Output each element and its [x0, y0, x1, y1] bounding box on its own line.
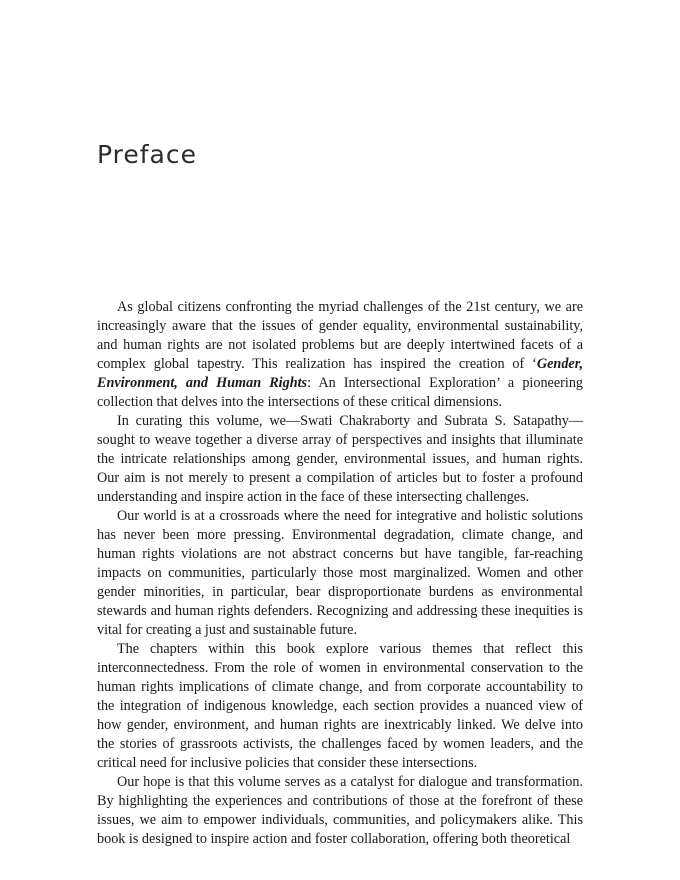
paragraph-5: Our hope is that this volume serves as a catalyst for dialogue and transformation. By highlighting the experiences and contributions of those at the forefront of these issues, we aim to empower individuals, communities, and policymakers alike. This book is designed to inspire action and foster collaboration, offering both theoretical [97, 774, 583, 847]
paragraph-1 [97, 298, 583, 412]
paragraph-1-tail: : An Intersectional Exploration’ a pioneering collection that delves into the intersections of these critical dimensions. [97, 375, 584, 410]
paragraph-1-text: As global citizens confronting the myriad challenges of the 21st century, we are increasingly aware that the issues of gender equality, environmental sustainability, and human rights are not isolated problems but are deeply intertwined facets of a complex global tapestry. This realization has inspired the creation of ‘ [97, 299, 583, 372]
paragraph-3: Our world is at a crossroads where the need for integrative and holistic solutions has never been more pressing. Environmental degradation, climate change, and human rights violations are not abstract concerns but have tangible, far-reaching impacts on communities, particularly those most marginalized. Women and other gender minorities, in particular, bear disproportionate burdens as environmental stewards and human rights defenders. Recognizing and addressing these inequities is vital for creating a just and sustainable future. [97, 508, 583, 638]
book-title: Gender, Environment, and Human Rights [97, 356, 583, 391]
body-text [97, 298, 583, 849]
paragraph-4: The chapters within this book explore various themes that reflect this interconnectedness. From the role of women in environmental conservation to the human rights implications of climate change, and from corporate accountability to the integration of indigenous knowledge, each section provides a nuanced view of how gender, environment, and human rights are inextricably linked. We delve into the stories of grassroots activists, the challenges faced by women leaders, and the critical need for inclusive policies that consider these intersections. [97, 641, 583, 771]
paragraph-2: In curating this volume, we—Swati Chakraborty and Subrata S. Satapathy—sought to weave together a diverse array of perspectives and insights that illuminate the intricate relationships among gender, environmental issues, and human rights. Our aim is not merely to present a compilation of articles but to foster a profound understanding and inspire action in the face of these intersecting challenges. [97, 413, 583, 505]
page-title: Preface [97, 140, 197, 169]
